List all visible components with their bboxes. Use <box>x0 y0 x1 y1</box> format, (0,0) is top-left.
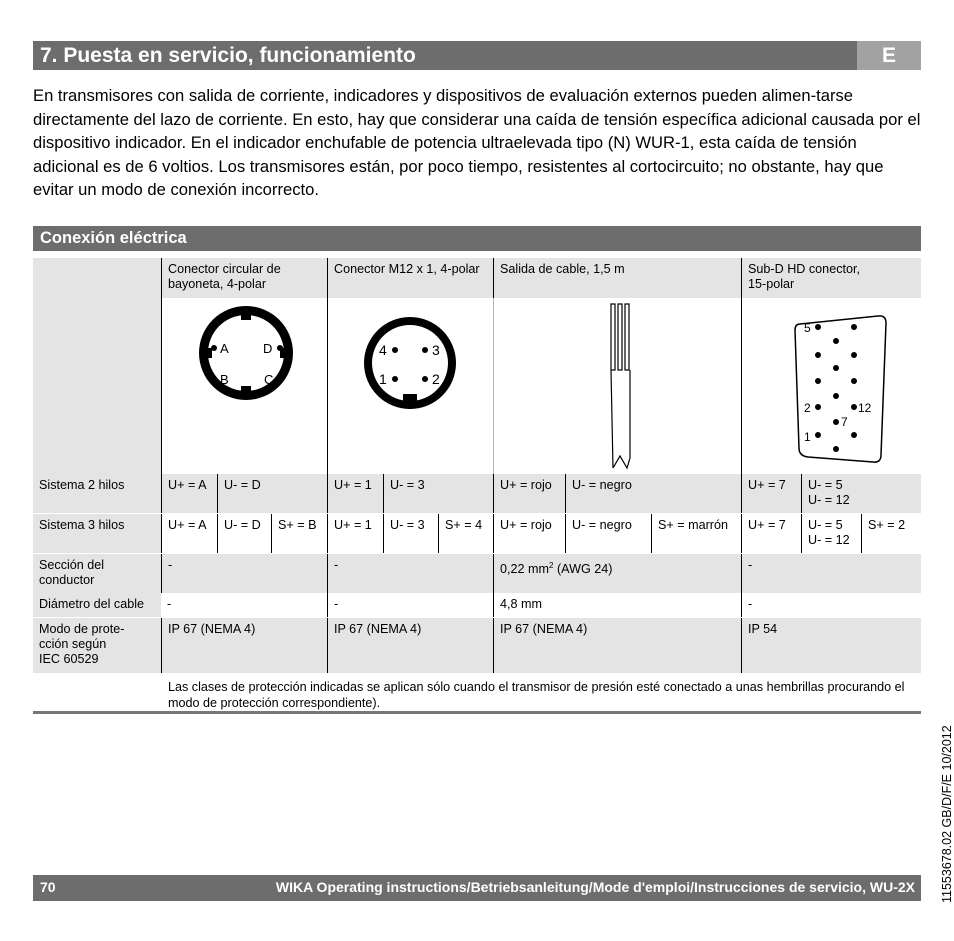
subsection-title: Conexión eléctrica <box>40 229 187 247</box>
table-cell: U+ = 7 <box>741 474 801 513</box>
table-cell: - <box>161 554 327 593</box>
table-cell <box>493 554 741 593</box>
pin-label: 2 <box>804 401 811 415</box>
empty-label-cell <box>33 298 161 474</box>
label-line: IEC 60529 <box>39 652 99 666</box>
cell-line: U- = 5 <box>808 478 843 492</box>
column-header: Sub-D HD conector, 15-polar <box>741 258 921 298</box>
intro-paragraph: En transmisores con salida de corriente, indicadores y dispositivos de evaluación externos pueden alimen-tarse directamente del lazo de corriente. En esto, hay que considerar una caída de tensión específica adicional causada por el dispositivo indicador. En el indicador enchufable de potencia ultraelevada tipo (N) WUR-1, esta caída de tensión adicional es de 6 voltios. Los transmisores están, por poco tiempo, resistentes al cortocircuito; no obstante, hay que evitar un modo de conexión incorrecto. <box>33 86 921 199</box>
column-header: Conector M12 x 1, 4-polar <box>327 258 493 298</box>
table-cell: U- = negro <box>565 514 651 553</box>
empty-header-cell <box>33 258 161 298</box>
table-cell: U- = negro <box>565 474 741 513</box>
superscript: 2 <box>549 561 554 570</box>
protection-note: Las clases de protección indicadas se aplican sólo cuando el transmisor de presión esté conectado a unas hembrillas procurando el modo de protección correspondiente). <box>168 680 905 710</box>
row-label <box>33 554 161 593</box>
pin-label: 12 <box>858 401 872 415</box>
value-text: 0,22 mm <box>500 562 549 577</box>
m12-connector-cell <box>327 298 493 474</box>
subd-connector-cell <box>741 298 921 474</box>
pin-label: 1 <box>379 371 387 387</box>
label-line: conductor <box>39 573 95 587</box>
subsection-header-bar <box>33 226 921 251</box>
table-cell: U+ = A <box>161 514 214 553</box>
pin-label: C <box>264 372 274 387</box>
m12-connector-diagram <box>328 298 493 474</box>
pin-label: 1 <box>804 430 811 444</box>
label-line: cción según <box>39 637 107 651</box>
section-title: 7. Puesta en servicio, funcionamiento <box>40 44 416 67</box>
pin-label: 5 <box>804 321 811 335</box>
bayonet-connector-cell <box>161 298 327 474</box>
document-code: 11553678.02 GB/D/F/E 10/2012 <box>940 725 954 903</box>
table-cell: U- = D <box>217 514 271 553</box>
page-footer <box>33 875 921 901</box>
table-cell: U- = D <box>217 474 327 513</box>
cell-line: U- = 12 <box>808 493 850 507</box>
table-cell: U- = 3 <box>383 474 493 513</box>
table-row-section <box>33 554 921 593</box>
table-cell: IP 67 (NEMA 4) <box>493 618 741 673</box>
row-label <box>33 618 161 673</box>
table-cell: U+ = 1 <box>327 514 383 553</box>
pin-label: 7 <box>841 415 848 429</box>
page-number: 70 <box>40 879 56 895</box>
footer-title: WIKA Operating instructions/Betriebsanleitung/Mode d'emploi/Instrucciones de servicio, WU-2X <box>275 879 915 895</box>
pin-label: D <box>263 341 273 356</box>
pin-label: A <box>220 341 229 356</box>
row-label: Diámetro del cable <box>33 593 161 617</box>
table-cell: - <box>741 554 921 593</box>
table-row-diameter <box>33 593 921 617</box>
section-header-bar <box>33 41 921 70</box>
table-cell: U+ = rojo <box>493 474 565 513</box>
pin-label: 3 <box>432 342 440 358</box>
pin-diagram-row <box>33 298 921 474</box>
table-cell: IP 54 <box>741 618 921 673</box>
column-header: Salida de cable, 1,5 m <box>493 258 741 298</box>
language-tab: E <box>857 41 921 70</box>
label-line: Sección del <box>39 558 105 572</box>
table-row-two-wire <box>33 474 921 513</box>
table-cell: U+ = A <box>161 474 214 513</box>
table-cell: S+ = 4 <box>438 514 493 553</box>
table-cell: IP 67 (NEMA 4) <box>161 618 327 673</box>
pin-label: B <box>220 372 229 387</box>
table-cell: IP 67 (NEMA 4) <box>327 618 493 673</box>
table-bottom-rule <box>33 711 921 714</box>
row-label: Sistema 3 hilos <box>33 514 161 553</box>
row-label: Sistema 2 hilos <box>39 478 125 492</box>
table-header-row <box>33 258 921 298</box>
table-cell <box>801 474 921 513</box>
table-row-three-wire <box>33 514 921 553</box>
cell-line: U- = 12 <box>808 533 850 547</box>
label-line: Modo de prote- <box>39 622 125 636</box>
pin-label: 4 <box>379 342 387 358</box>
cell-line: U- = 5 <box>808 518 843 532</box>
cable-outlet-cell <box>493 298 741 474</box>
cable-outlet-diagram <box>494 298 741 474</box>
pin-label: 2 <box>432 371 440 387</box>
table-cell: S+ = B <box>271 514 327 553</box>
table-cell <box>801 514 861 553</box>
column-header: Conector circular de bayoneta, 4-polar <box>161 258 327 298</box>
table-cell: S+ = marrón <box>651 514 741 553</box>
table-cell: U- = 3 <box>383 514 438 553</box>
table-cell: U+ = 1 <box>327 474 383 513</box>
subd-connector-diagram <box>742 298 921 474</box>
bayonet-connector-diagram <box>162 298 327 474</box>
table-cell: - <box>327 554 493 593</box>
table-cell: U+ = rojo <box>493 514 565 553</box>
table-cell: - <box>741 593 921 617</box>
table-cell: 4,8 mm <box>493 593 741 617</box>
table-row-protection <box>33 618 921 673</box>
table-cell: - <box>167 597 172 611</box>
table-cell: - <box>327 593 493 617</box>
value-text: (AWG 24) <box>553 562 613 577</box>
table-cell: U+ = 7 <box>741 514 801 553</box>
table-cell: S+ = 2 <box>861 514 921 553</box>
